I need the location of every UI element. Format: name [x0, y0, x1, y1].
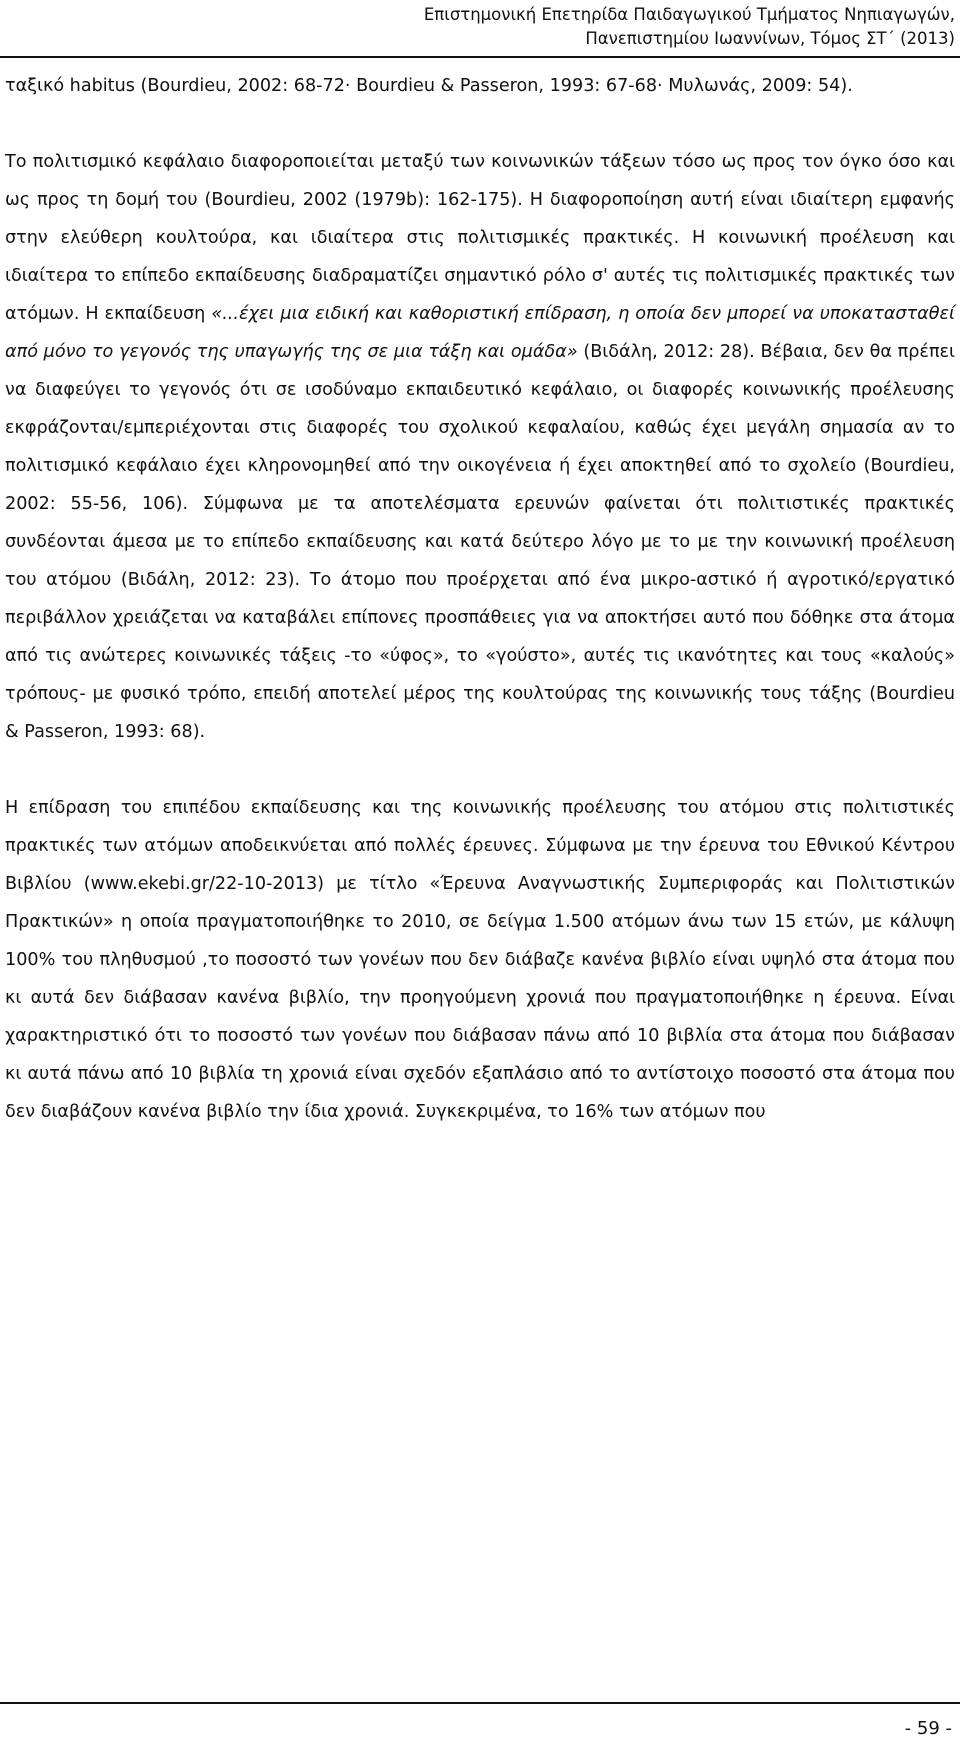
paragraph-text-after-quote: (Βιδάλη, 2012: 28). Βέβαια, δεν θα πρέπει να διαφεύγει το γεγονός ότι σε ισοδύναμο εκπαιδευτικό κεφάλαιο, οι διαφορές κοινωνικής προέλευσης εκφράζονται/εμπεριέχονται στις διαφορές του σχολικού κεφαλαίου, καθώς έχει μεγάλη σημασία αν το πολιτισμικό κεφάλαιο έχει κληρονομηθεί από την οικογένεια ή έχει αποκτηθεί από το σχολείο (Bourdieu, 2002: 55-56, 106). Σύμφωνα με τα αποτελέσματα ερευνών φαίνεται ότι πολιτιστικές πρακτικές συνδέονται άμεσα με το επίπεδο εκπαίδευσης και κατά δεύτερο λόγο με το με την κοινωνική προέλευση του ατόμου (Βιδάλη, 2012: 23). Το άτομο που προέρχεται από ένα μικρο-αστικό ή αγροτικό/εργατικό περιβάλλον χρειάζεται να καταβάλει επίπονες προσπάθειες για να αποκτήσει αυτό που δόθηκε στα άτομα από τις ανώτερες κοινωνικές τάξεις -το «ύφος», το «γούστο», αυτές τις ικανότητες και τους «καλούς» τρόπους- με φυσικό τρόπο, επειδή αποτελεί μέρος της κουλτούρας της κοινωνικής τους τάξης (Bourdieu & Passeron, 1993: 68).: [5, 342, 956, 742]
paragraph-text-before-quote: Το πολιτισμικό κεφάλαιο διαφοροποιείται μεταξύ των κοινωνικών τάξεων τόσο ως προς τον όγκο όσο και ως προς τη δομή του (Bourdieu, 2002 (1979b): 162-175). Η διαφοροποίηση αυτή είναι ιδιαίτερη εμφανής στην ελεύθερη κουλτούρα, και ιδιαίτερα στις πολιτισμικές πρακτικές. Η κοινωνική προέλευση και ιδιαίτερα το επίπεδο εκπαίδευσης διαδραματίζει σημαντικό ρόλο σ' αυτές τις πολιτισμικές πρακτικές των ατόμων. Η εκπαίδευση: [5, 152, 955, 324]
running-header: [195, 3, 955, 51]
journal-title-line: Επιστημονική Επετηρίδα Παιδαγωγικού Τμήματος Νηπιαγωγών,: [423, 5, 955, 24]
italic-quote: «...έχει μια ειδική και καθοριστική επίδραση, η οποία δεν μπορεί να υποκατασταθεί από μόνο το γεγονός της υπαγωγής της σε μια τάξη και ομάδα»: [5, 304, 955, 362]
header-divider: [0, 56, 960, 58]
footer-divider: [0, 1702, 960, 1704]
article-body: [5, 67, 955, 1131]
paragraph-continuation: ταξικό habitus (Bourdieu, 2002: 68-72· Bourdieu & Passeron, 1993: 67-68· Μυλωνάς, 2009: 54).: [5, 76, 853, 96]
journal-volume-line: Πανεπιστημίου Ιωαννίνων, Τόμος ΣΤ΄ (2013): [585, 29, 955, 48]
page-number: - 59 -: [904, 1718, 952, 1739]
paragraph-research-evidence: Η επίδραση του επιπέδου εκπαίδευσης και της κοινωνικής προέλευσης του ατόμου στις πολιτιστικές πρακτικές των ατόμων αποδεικνύεται από πολλές έρευνες. Σύμφωνα με την έρευνα του Εθνικού Κέντρου Βιβλίου (www.ekebi.gr/22-10-2013) με τίτλο «Έρευνα Αναγνωστικής Συμπεριφοράς και Πολιτιστικών Πρακτικών» η οποία πραγματοποιήθηκε το 2010, σε δείγμα 1.500 ατόμων άνω των 15 ετών, με κάλυψη 100% του πληθυσμού ,το ποσοστό των γονέων που δεν διάβαζε κανένα βιβλίο είναι υψηλό στα άτομα που κι αυτά δεν διάβασαν κανένα βιβλίο, την προηγούμενη χρονιά που πραγματοποιήθηκε η έρευνα. Είναι χαρακτηριστικό ότι το ποσοστό των γονέων που διάβασαν πάνω από 10 βιβλία στα άτομα που διάβασαν κι αυτά πάνω από 10 βιβλία τη χρονιά είναι σχεδόν εξαπλάσιο από το αντίστοιχο ποσοστό στα άτομα που δεν διαβάζουν κανένα βιβλίο την ίδια χρονιά. Συγκεκριμένα, το 16% των ατόμων που: [5, 798, 955, 1122]
paragraph-cultural-capital: [5, 143, 955, 751]
